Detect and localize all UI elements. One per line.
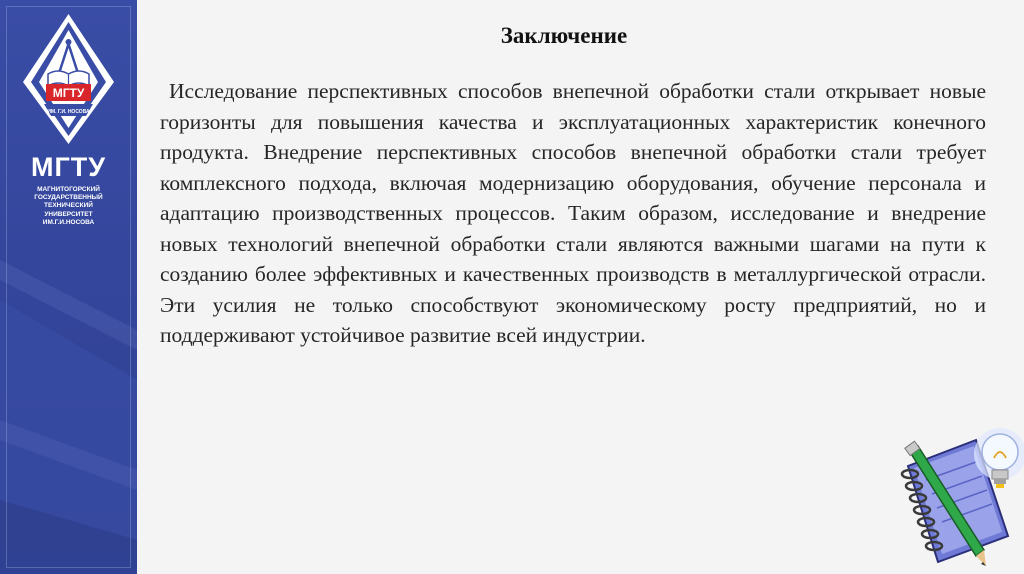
university-name-line: ТЕХНИЧЕСКИЙ: [44, 202, 93, 210]
university-name-line: ИМ.Г.И.НОСОВА: [42, 218, 95, 226]
notebook-pencil-lightbulb-icon: [880, 418, 1024, 574]
university-logo-icon: [20, 12, 117, 146]
slide-body-text: Исследование перспективных способов внепечной обработки стали открывает новые горизонты для повышения качества и эксплуатационных характеристик конечного продукта. Внедрение перспективных способов внепечной обработки стали требует комплексного подхода, включая модернизацию оборудования, обучение персонала и адаптацию производственных процессов. Таким образом, исследование и внедрение новых технологий внепечной обработки стали являются важными шагами на пути к созданию более эффективных и качественных производств в металлургической отрасли. Эти усилия не только способствуют экономическому росту предприятий, но и поддерживают устойчивое развитие всей индустрии.: [160, 79, 986, 347]
slide-title: Заключение: [500, 23, 628, 48]
logo-banner-text: МГТУ: [52, 86, 85, 100]
university-name-line: УНИВЕРСИТЕТ: [44, 210, 93, 218]
university-full-name: [10, 186, 127, 227]
university-abbreviation: МГТУ: [30, 152, 107, 182]
university-name-line: ГОСУДАРСТВЕННЫЙ: [34, 194, 103, 202]
sidebar: [0, 0, 137, 574]
university-name-line: МАГНИТОГОРСКИЙ: [37, 186, 100, 193]
logo-ring-text: ИМ. Г.И. НОСОВА: [47, 109, 90, 115]
